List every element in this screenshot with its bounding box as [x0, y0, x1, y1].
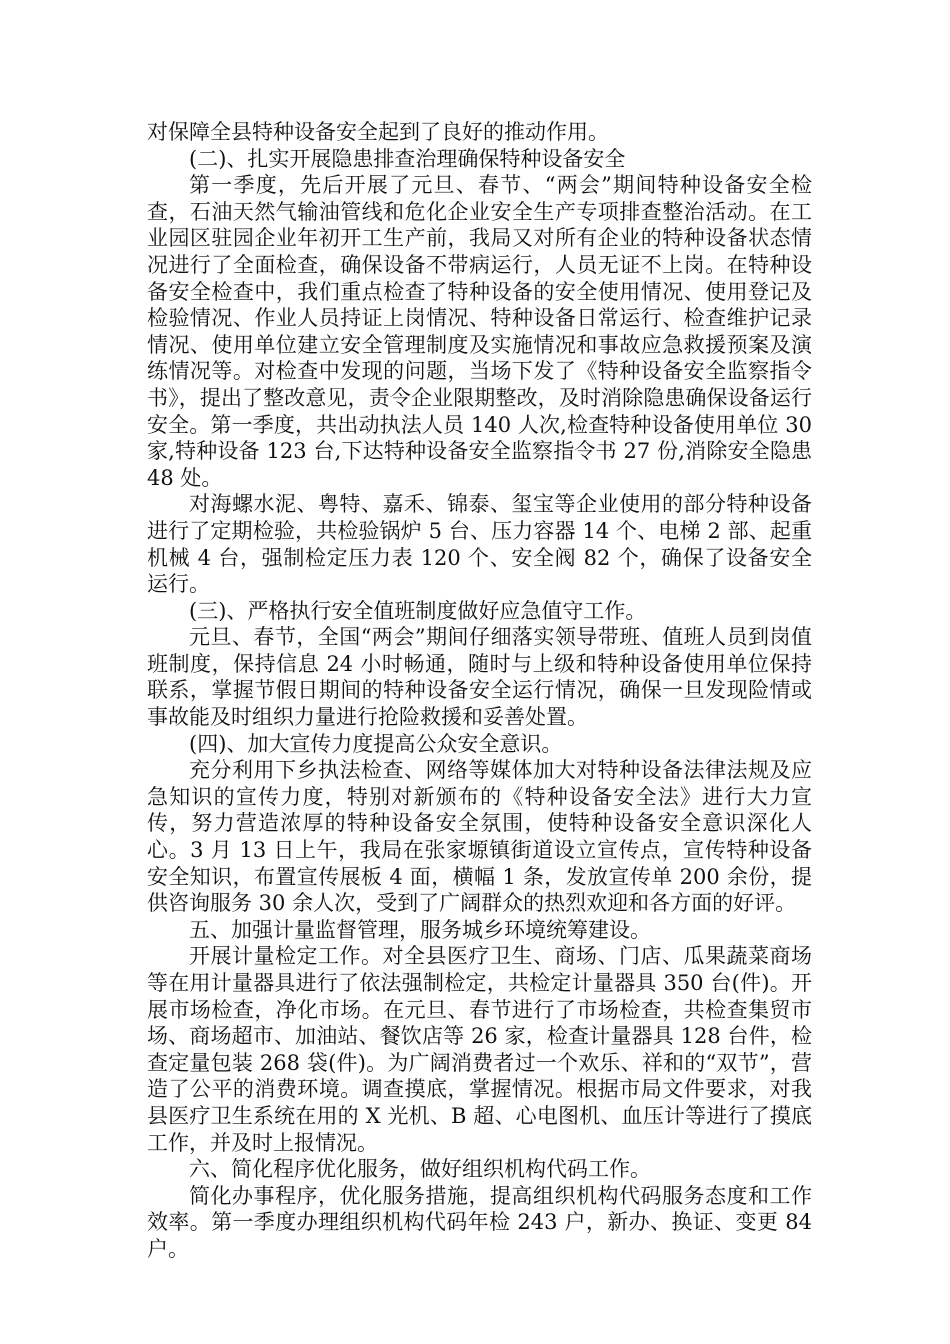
paragraph-q1-inspection: 第一季度，先后开展了元旦、春节、“两会”期间特种设备安全检查，石油天然气输油管线和危化企业安全生产专项排查整治活动。在工业园区驻园企业年初开工生产前，我局又对所有企业的特种设备状态情况进行了全面检查，确保设备不带病运行，人员无证不上岗。在特种设备安全检查中，我们重点检查了特种设备的安全使用情况、使用登记及检验情况、作业人员持证上岗情况、特种设备日常运行、检查维护记录情况、使用单位建立安全管理制度及实施情况和事故应急救援预案及演练情况等。对检查中发现的问题，当场下发了《特种设备安全监察指令书》，提出了整改意见，责令企业限期整改，及时消除隐患确保设备运行安全。第一季度，共出动执法人员 140 人次,检查特种设备使用单位 30 家,特种设备 123 台,下达特种设备安全监察指令书 27 份,消除安全隐患 48 处。: [147, 173, 812, 490]
paragraph-continuation: 对保障全县特种设备安全起到了良好的推动作用。: [147, 120, 609, 144]
paragraph-periodic-testing: 对海螺水泥、粤特、嘉禾、锦泰、玺宝等企业使用的部分特种设备进行了定期检验，共检验锅炉 5 台、压力容器 14 个、电梯 2 部、起重机械 4 台，强制检定压力表 120 个、安全阀 82 个，确保了设备安全运行。: [147, 492, 812, 597]
paragraph-metrology: 开展计量检定工作。对全县医疗卫生、商场、门店、瓜果蔬菜商场等在用计量器具进行了依法强制检定，共检定计量器具 350 台(件)。开展市场检查，净化市场。在元旦、春节进行了市场检查，共检查集贸市场、商场超市、加油站、餐饮店等 26 家，检查计量器具 128 台件，检查定量包装 268 袋(件)。为广阔消费者过一个欢乐、祥和的“双节”，营造了公平的消费环境。调查摸底，掌握情况。根据市局文件要求，对我县医疗卫生系统在用的 X 光机、B 超、心电图机、血压计等进行了摸底工作，并及时上报情况。: [147, 944, 812, 1155]
document-body: [147, 119, 812, 1263]
section-heading-organization-code: 六、简化程序优化服务，做好组织机构代码工作。: [189, 1157, 651, 1182]
paragraph-organization-code: 简化办事程序，优化服务措施，提高组织机构代码服务态度和工作效率。第一季度办理组织机构代码年检 243 户，新办、换证、变更 84 户。: [147, 1183, 812, 1261]
paragraph-publicity: 充分利用下乡执法检查、网络等媒体加大对特种设备法律法规及应急知识的宣传力度，特别对新颁布的《特种设备安全法》进行大力宣传，努力营造浓厚的特种设备安全氛围，使特种设备安全意识深化人心。3 月 13 日上午，我局在张家塬镇街道设立宣传点，宣传特种设备安全知识，布置宣传展板 4 面，横幅 1 条，发放宣传单 200 余份，提供咨询服务 30 余人次，受到了广阔群众的热烈欢迎和各方面的好评。: [147, 758, 812, 916]
section-heading-duty-system: (三)、严格执行安全值班制度做好应急值守工作。: [189, 598, 647, 623]
section-heading-publicity: (四)、加大宣传力度提高公众安全意识。: [189, 731, 563, 756]
paragraph-holiday-duty: 元旦、春节，全国“两会”期间仔细落实领导带班、值班人员到岗值班制度，保持信息 24 小时畅通，随时与上级和特种设备使用单位保持联系，掌握节假日期间的特种设备安全运行情况，确保一旦发现险情或事故能及时组织力量进行抢险救援和妥善处置。: [147, 625, 812, 730]
section-heading-metrology: 五、加强计量监督管理，服务城乡环境统筹建设。: [189, 917, 651, 942]
section-heading-hazard-inspection: (二)、扎实开展隐患排查治理确保特种设备安全: [189, 146, 626, 171]
